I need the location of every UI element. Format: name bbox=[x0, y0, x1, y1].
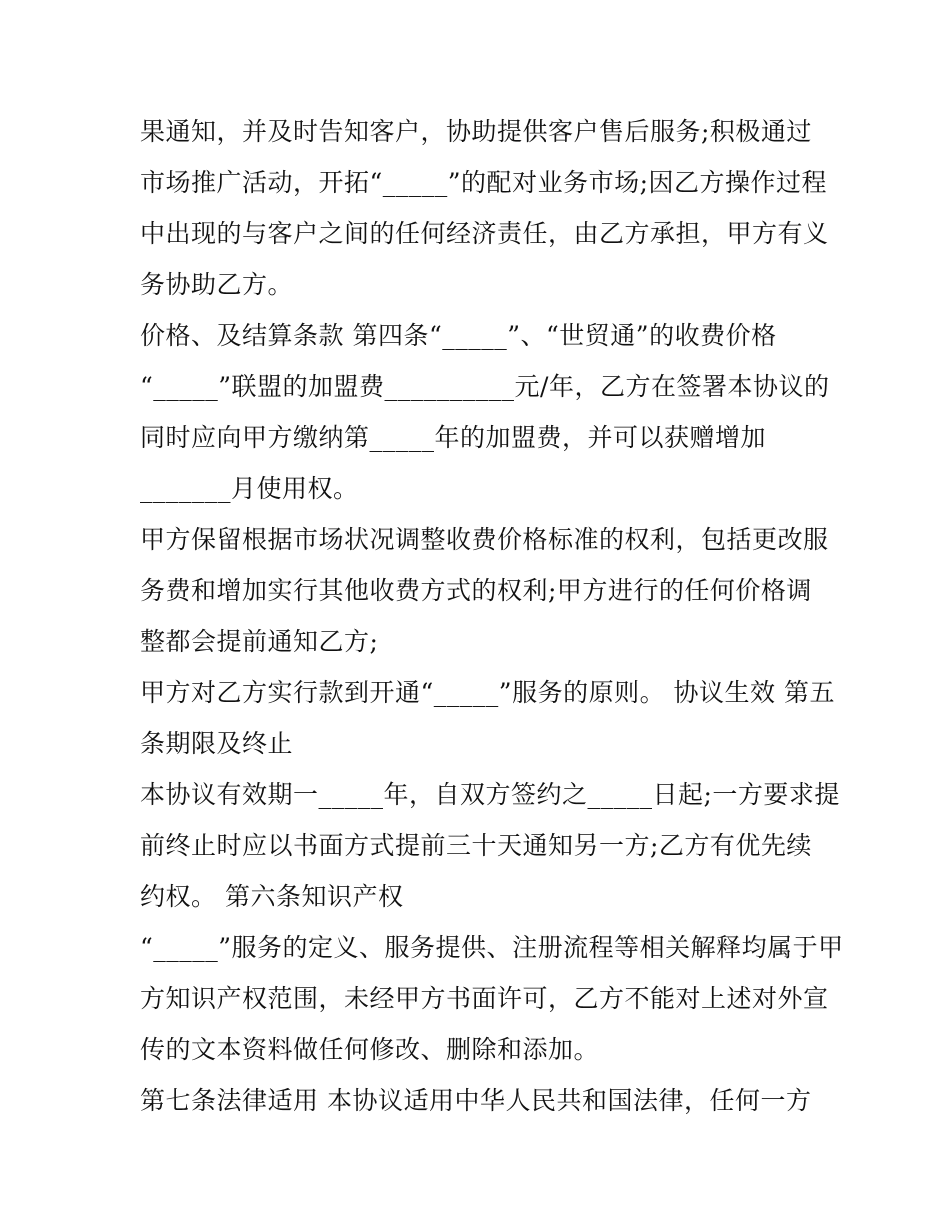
text-line: 条期限及终止 bbox=[140, 729, 294, 758]
text-line: 甲方保留根据市场状况调整收费价格标准的权利，包括更改服 bbox=[140, 525, 829, 554]
text-line: 务费和增加实行其他收费方式的权利;甲方进行的任何价格调 bbox=[140, 576, 812, 605]
paragraph-pricing-clause bbox=[140, 310, 830, 514]
paragraph-intellectual-property bbox=[140, 922, 844, 1075]
text-line: “_____”联盟的加盟费__________元/年，乙方在签署本协议的 bbox=[140, 372, 830, 401]
text-line: 务协助乙方。 bbox=[140, 270, 294, 299]
document-body bbox=[140, 106, 844, 1126]
text-line: 同时应向甲方缴纳第_____年的加盟费，并可以获赠增加 bbox=[140, 423, 767, 452]
text-line: 价格、及结算条款 第四条“_____”、“世贸通”的收费价格 bbox=[140, 321, 777, 350]
text-line: 方知识产权范围，未经甲方书面许可，乙方不能对上述对外宣 bbox=[140, 984, 829, 1013]
text-line: 甲方对乙方实行款到开通“_____”服务的原则。 协议生效 第五 bbox=[140, 678, 835, 707]
paragraph-customer-service bbox=[140, 106, 829, 310]
text-line: 本协议有效期一_____年，自双方签约之_____日起;一方要求提 bbox=[140, 780, 840, 809]
text-line: 前终止时应以书面方式提前三十天通知另一方;乙方有优先续 bbox=[140, 831, 812, 860]
paragraph-payment-principle bbox=[140, 667, 835, 769]
text-line: 第七条法律适用 本协议适用中华人民共和国法律，任何一方 bbox=[140, 1086, 812, 1115]
text-line: 果通知，并及时告知客户，协助提供客户售后服务;积极通过 bbox=[140, 117, 812, 146]
text-line: 整都会提前通知乙方; bbox=[140, 627, 379, 656]
text-line: 传的文本资料做任何修改、删除和添加。 bbox=[140, 1035, 600, 1064]
text-line: 中出现的与客户之间的任何经济责任，由乙方承担，甲方有义 bbox=[140, 219, 829, 248]
text-line: “_____”服务的定义、服务提供、注册流程等相关解释均属于甲 bbox=[140, 933, 844, 962]
paragraph-term-termination bbox=[140, 769, 840, 922]
paragraph-applicable-law bbox=[140, 1075, 820, 1126]
text-line: _______月使用权。 bbox=[140, 474, 359, 503]
text-line: 约权。 第六条知识产权 bbox=[140, 882, 404, 911]
text-line: 市场推广活动，开拓“_____”的配对业务市场;因乙方操作过程 bbox=[140, 168, 827, 197]
paragraph-price-adjustment bbox=[140, 514, 829, 667]
